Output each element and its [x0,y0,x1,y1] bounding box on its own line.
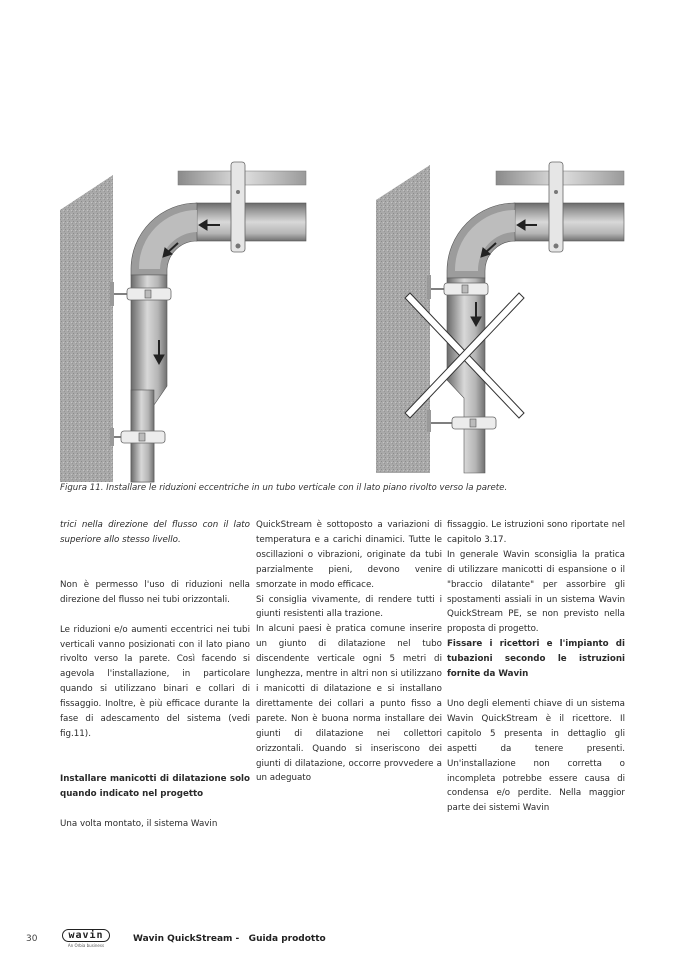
text-column-1 [60,518,250,832]
correct-installation-panel [60,162,306,482]
logo-tagline: An Orbia business [67,943,105,948]
paragraph: In generale Wavin sconsiglia la pratica di utilizzare manicotti di espansione o il "braccio dilatante" per assorbire gli spostamenti assiali in un sistema Wavin QuickStream PE, se non previsto nella proposta di progetto. [447,549,625,635]
paragraph: Si consiglia vivamente, di rendere tutti i giunti resistenti alla trazione. [256,594,442,620]
paragraph: Non è permesso l'uso di riduzioni nella direzione del flusso nei tubi orizzontali. [60,579,250,605]
page-number: 30 [26,934,38,944]
paragraph: Uno degli elementi chiave di un sistema Wavin QuickStream è il ricettore. Il capitolo 5 presenta in dettaglio gli aspetti da tenere presenti. Un'installazione non corretta o incompleta potrebbe essere causa di condensa e/o perdite. Nella maggior parte dei sistemi Wavin [447,698,625,814]
paragraph: Le riduzioni e/o aumenti eccentrici nei tubi verticali vanno posizionati con il lato piano rivolto verso la parete. Così facendo si agevola l'installazione, in particolare quando si utilizzano binari e collari di fissaggio. Inoltre, è più efficace durante la fase di adescamento del sistema (vedi fig.11). [60,624,250,739]
paragraph: In alcuni paesi è pratica comune inserire un giunto di dilatazione nel tubo discendente verticale ogni 5 metri di lunghezza, mentre in altri non si utilizzano i manicotti di dilatazione e si installano direttamente dei collari a punto fisso a parete. Non è buona norma installare dei giunti di dilatazione nei collettori orizzontali. Quando si inseriscono dei giunti di dilatazione, occorre provvedere a un adeguato [256,624,442,784]
horizontal-pipe [196,203,306,241]
text-column-3 [447,518,625,816]
hanger-clamp [231,162,245,252]
text-column-2 [256,518,442,786]
footer-title: Wavin QuickStream - Guida prodotto [133,934,326,944]
logo-wordmark: wavin [62,929,110,942]
wall [60,175,113,482]
wall [376,165,430,473]
paragraph: trici nella direzione del flusso con il lato superiore allo stesso livello. [60,520,250,545]
wavin-logo [62,929,110,948]
paragraph: Una volta montato, il sistema Wavin [60,818,218,829]
paragraph: fissaggio. Le istruzioni sono riportate nel capitolo 3.17. [447,520,625,545]
hanger-clamp [549,162,563,252]
horizontal-pipe [514,203,624,241]
figure-caption: Figura 11. Installare le riduzioni eccentriche in un tubo verticale con il lato piano rivolto verso la parete. [60,483,508,493]
paragraph: QuickStream è sottoposto a variazioni di temperatura e a carichi dinamici. Tutte le oscillazioni o vibrazioni, originate da tubi parzialmente pieni, devono venire smorzate in modo efficace. [256,520,442,590]
section-heading: Installare manicotti di dilatazione solo quando indicato nel progetto [60,773,250,799]
incorrect-installation-panel [376,162,624,473]
section-heading: Fissare i ricettori e l'impianto di tubazioni secondo le istruzioni fornite da Wavin [447,639,625,680]
